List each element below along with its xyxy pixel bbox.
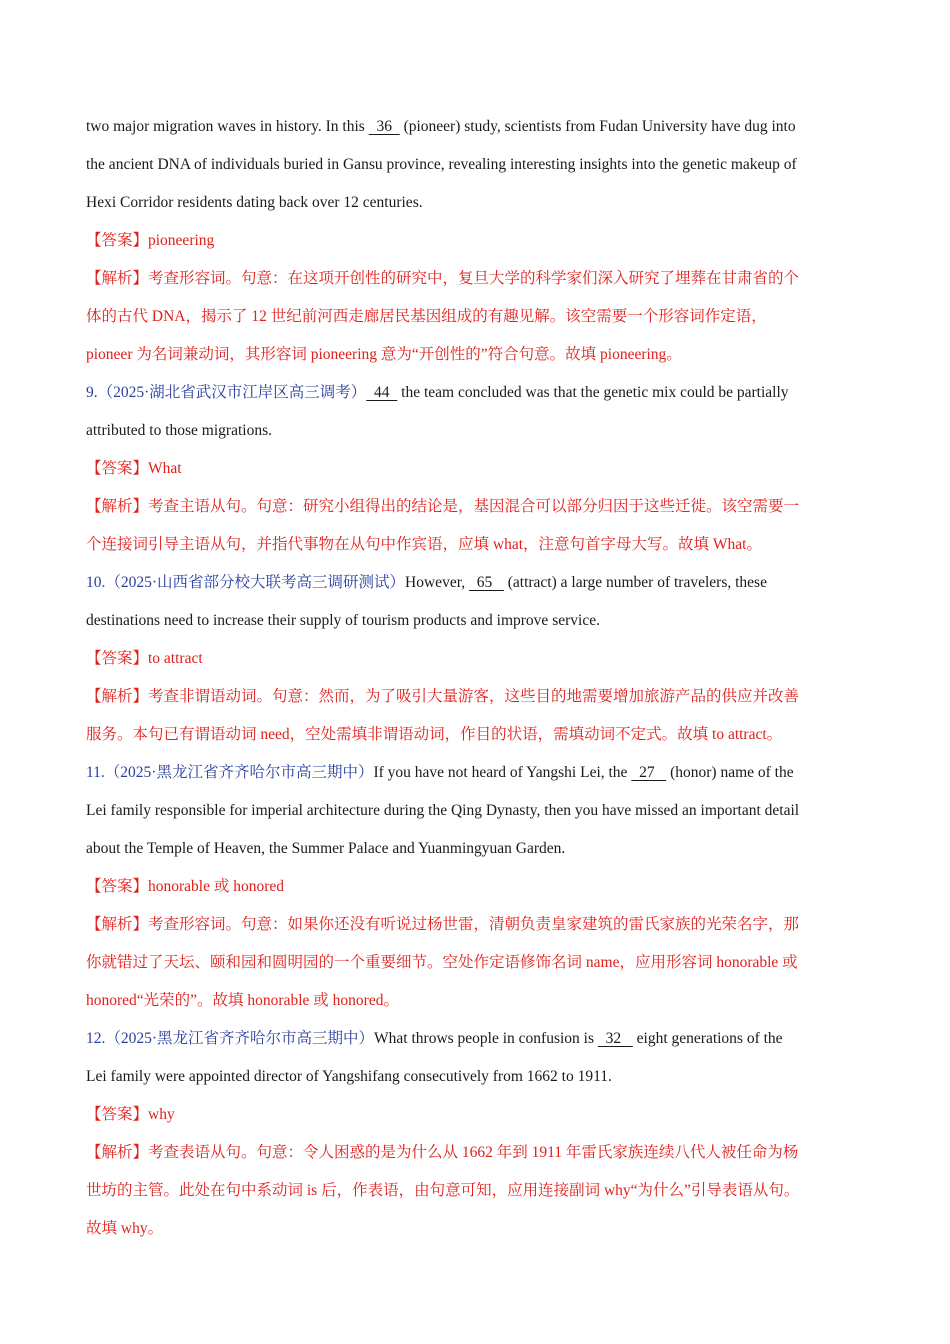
question-source: 12.（2025·黑龙江省齐齐哈尔市高三期中） — [86, 1030, 375, 1047]
explanation-line: 【解析】考查非谓语动词。句意：然而，为了吸引大量游客，这些目的地需要增加旅游产品的供应并改善 — [86, 688, 800, 705]
answer-blank: 32 — [597, 1030, 633, 1047]
question-text: two major migration waves in history. In this — [86, 118, 369, 135]
explanation-line: 世坊的主管。此处在句中系动词 is 后，作表语，由句意可知，应用连接副词 why“为什么”引导表语从句。 — [86, 1182, 800, 1199]
question-text: However, — [405, 574, 469, 591]
question-source: 11.（2025·黑龙江省齐齐哈尔市高三期中） — [86, 764, 374, 781]
explanation-line: 【解析】考查主语从句。句意：研究小组得出的结论是，基因混合可以部分归因于这些迁徙。该空需要一 — [86, 498, 800, 515]
question-text: If you have not heard of Yangshi Lei, the — [373, 764, 632, 781]
answer-line: 【答案】to attract — [86, 650, 203, 667]
question-text-line: Lei family responsible for imperial architecture during the Qing Dynasty, then you have missed an important detail — [86, 802, 800, 819]
answer-blank: 27 — [631, 764, 667, 781]
explanation-line: 服务。本句已有谓语动词 need，空处需填非谓语动词，作目的状语，需填动词不定式。故填 to attract。 — [86, 726, 783, 743]
explanation-line: 【解析】考查形容词。句意：在这项开创性的研究中，复旦大学的科学家们深入研究了埋葬在甘肃省的个 — [86, 270, 800, 287]
question-9-line — [86, 374, 876, 412]
question-source: 10.（2025·山西省部分校大联考高三调研测试） — [86, 574, 406, 591]
answer-blank: 36 — [368, 118, 400, 135]
question-text-line: destinations need to increase their supply of tourism products and improve service. — [86, 612, 600, 629]
question-text: (honor) name of the — [666, 764, 794, 781]
question-text-line — [86, 108, 876, 146]
answer-line: 【答案】pioneering — [86, 232, 215, 249]
question-text: (attract) a large number of travelers, these — [503, 574, 767, 591]
question-source: 9.（2025·湖北省武汉市江岸区高三调考） — [86, 384, 367, 401]
question-text-line: Lei family were appointed director of Yangshifang consecutively from 1662 to 1911. — [86, 1068, 612, 1085]
explanation-line: pioneer 为名词兼动词，其形容词 pioneering 意为“开创性的”符合句意。故填 pioneering。 — [86, 346, 682, 363]
question-text-line: the ancient DNA of individuals buried in Gansu province, revealing interesting insights into the genetic makeup of — [86, 156, 797, 173]
explanation-line: honored“光荣的”。故填 honorable 或 honored。 — [86, 992, 399, 1009]
question-text: eight generations of the — [632, 1030, 783, 1047]
answer-line: 【答案】honorable 或 honored — [86, 878, 285, 895]
document-page — [86, 108, 876, 1248]
answer-line: 【答案】why — [86, 1106, 175, 1123]
explanation-line: 体的古代 DNA，揭示了 12 世纪前河西走廊居民基因组成的有趣见解。该空需要一个形容词作定语， — [86, 308, 767, 325]
question-10-line — [86, 564, 876, 602]
answer-blank: 65 — [468, 574, 504, 591]
question-11-line — [86, 754, 876, 792]
question-text: (pioneer) study, scientists from Fudan University have dug into — [399, 118, 796, 135]
question-text-line: attributed to those migrations. — [86, 422, 272, 439]
question-text-line: Hexi Corridor residents dating back over 12 centuries. — [86, 194, 423, 211]
explanation-line: 个连接词引导主语从句，并指代事物在从句中作宾语，应填 what，注意句首字母大写。故填 What。 — [86, 536, 762, 553]
explanation-line: 你就错过了天坛、颐和园和圆明园的一个重要细节。空处作定语修饰名词 name，应用形容词 honorable 或 — [86, 954, 798, 971]
question-12-line — [86, 1020, 876, 1058]
question-text-line: about the Temple of Heaven, the Summer Palace and Yuanmingyuan Garden. — [86, 840, 566, 857]
question-text: the team concluded was that the genetic mix could be partially — [397, 384, 789, 401]
answer-line: 【答案】What — [86, 460, 182, 477]
question-text: What throws people in confusion is — [374, 1030, 598, 1047]
explanation-line: 故填 why。 — [86, 1220, 164, 1237]
explanation-line: 【解析】考查形容词。句意：如果你还没有听说过杨世雷，清朝负责皇家建筑的雷氏家族的光荣名字，那 — [86, 916, 800, 933]
answer-blank: 44 — [366, 384, 398, 401]
explanation-line: 【解析】考查表语从句。句意：令人困惑的是为什么从 1662 年到 1911 年雷氏家族连续八代人被任命为杨 — [86, 1144, 799, 1161]
